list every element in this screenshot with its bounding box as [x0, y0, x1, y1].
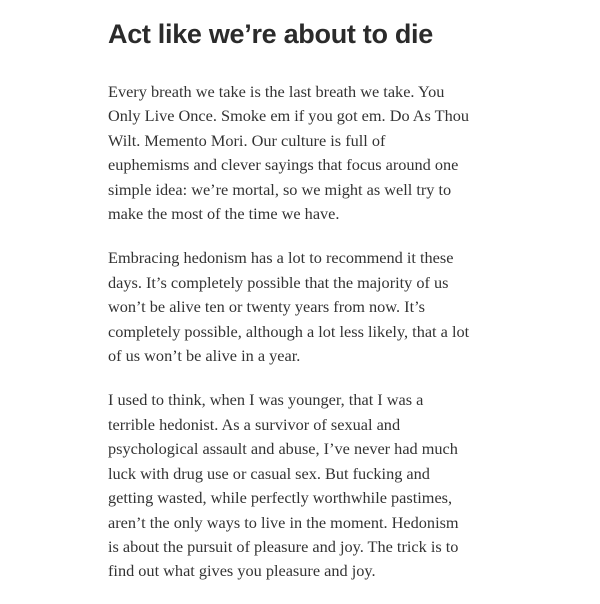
paragraph-line: euphemisms and clever sayings that focus around one	[108, 155, 459, 175]
paragraph-1	[108, 80, 480, 226]
paragraph-line: terrible hedonist. As a survivor of sexual and	[108, 414, 401, 434]
paragraph-line: getting wasted, while perfectly worthwhile pastimes,	[108, 488, 453, 508]
paragraph-line: luck with drug use or casual sex. But fucking and	[108, 463, 430, 483]
paragraph-line: won’t be alive ten or twenty years from now. It’s	[108, 297, 425, 317]
article	[108, 16, 480, 604]
paragraph-3	[108, 388, 480, 583]
paragraph-line: find out what gives you pleasure and joy.	[108, 561, 376, 581]
paragraph-line: Every breath we take is the last breath we take. You	[108, 82, 445, 101]
paragraph-line: make the most of the time we have.	[108, 204, 340, 224]
article-title: Act like we’re about to die	[108, 19, 433, 49]
paragraph-line: Only Live Once. Smoke em if you got em. Do As Thou	[108, 106, 470, 126]
paragraph-line: Embracing hedonism has a lot to recommend it these	[108, 248, 454, 268]
paragraph-line: of us won’t be alive in a year.	[108, 346, 301, 366]
paragraph-line: completely possible, although a lot less likely, that a lot	[108, 321, 470, 341]
paragraph-line: is about the pursuit of pleasure and joy. The trick is to	[108, 536, 459, 556]
paragraph-line: simple idea: we’re mortal, so we might as well try to	[108, 179, 452, 199]
paragraph-2	[108, 246, 480, 368]
paragraph-line: Wilt. Memento Mori. Our culture is full of	[108, 130, 386, 150]
paragraph-line: days. It’s completely possible that the majority of us	[108, 272, 449, 292]
paragraph-line: I used to think, when I was younger, that I was a	[108, 390, 424, 410]
paragraph-line: aren’t the only ways to live in the moment. Hedonism	[108, 512, 459, 532]
paragraph-line: psychological assault and abuse, I’ve never had much	[108, 439, 458, 459]
